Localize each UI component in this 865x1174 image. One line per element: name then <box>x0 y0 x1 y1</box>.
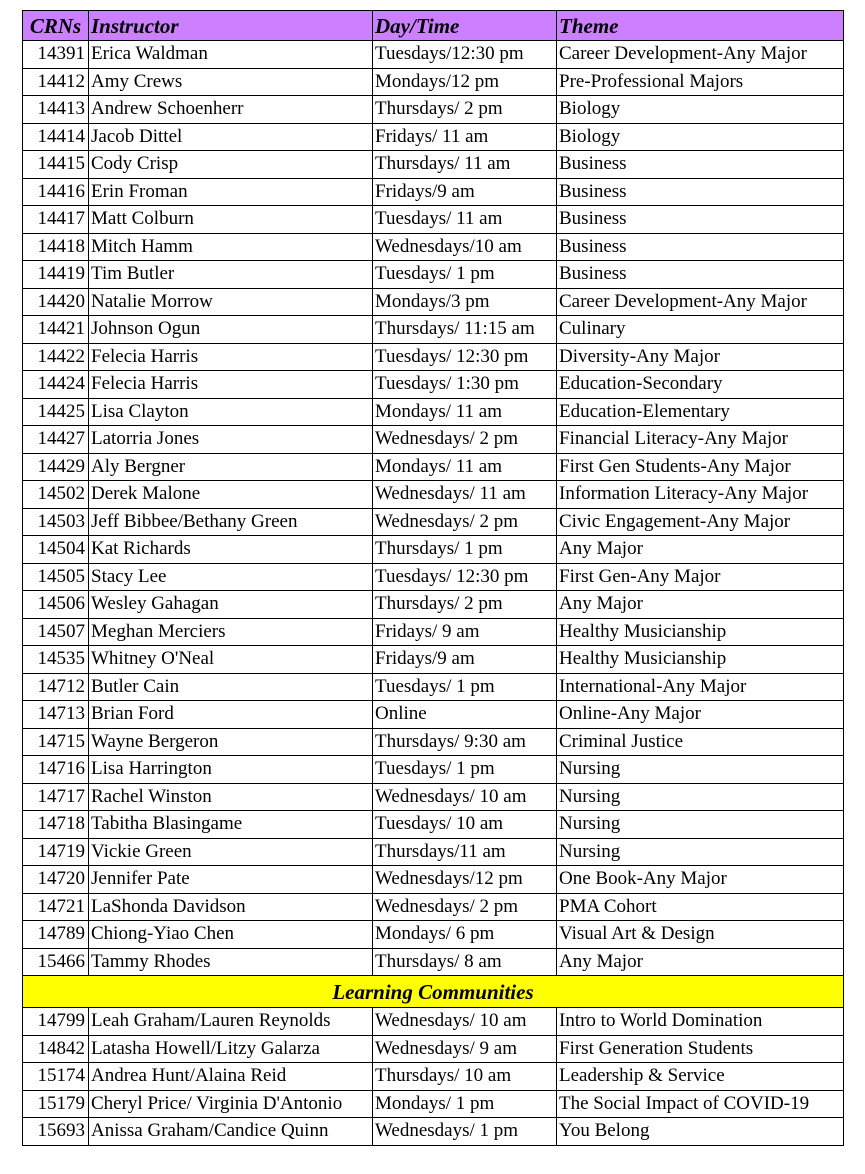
daytime-cell: Fridays/9 am <box>373 178 557 206</box>
instructor-cell: Lisa Clayton <box>89 398 373 426</box>
header-crn: CRNs <box>23 11 89 41</box>
crn-cell: 15466 <box>23 948 89 976</box>
theme-cell: You Belong <box>557 1118 844 1146</box>
daytime-cell: Tuesdays/12:30 pm <box>373 41 557 69</box>
crn-cell: 14789 <box>23 921 89 949</box>
crn-cell: 14507 <box>23 618 89 646</box>
crn-cell: 14712 <box>23 673 89 701</box>
daytime-cell: Tuesdays/ 12:30 pm <box>373 563 557 591</box>
crn-cell: 15174 <box>23 1063 89 1091</box>
instructor-cell: Erin Froman <box>89 178 373 206</box>
daytime-cell: Tuesdays/ 11 am <box>373 206 557 234</box>
table-row <box>23 453 844 481</box>
theme-cell: Any Major <box>557 948 844 976</box>
instructor-cell: Whitney O'Neal <box>89 646 373 674</box>
theme-cell: One Book-Any Major <box>557 866 844 894</box>
crn-cell: 14721 <box>23 893 89 921</box>
table-row <box>23 701 844 729</box>
table-row <box>23 481 844 509</box>
daytime-cell: Fridays/ 9 am <box>373 618 557 646</box>
crn-cell: 14413 <box>23 96 89 124</box>
crn-cell: 14716 <box>23 756 89 784</box>
crn-cell: 14718 <box>23 811 89 839</box>
table-row <box>23 728 844 756</box>
crn-cell: 14713 <box>23 701 89 729</box>
theme-cell: Nursing <box>557 811 844 839</box>
crn-cell: 14842 <box>23 1035 89 1063</box>
theme-cell: Nursing <box>557 756 844 784</box>
header-daytime: Day/Time <box>373 11 557 41</box>
instructor-cell: Andrew Schoenherr <box>89 96 373 124</box>
crn-cell: 14427 <box>23 426 89 454</box>
instructor-cell: Jennifer Pate <box>89 866 373 894</box>
table-row <box>23 591 844 619</box>
table-row <box>23 178 844 206</box>
daytime-cell: Thursdays/ 9:30 am <box>373 728 557 756</box>
crn-cell: 14425 <box>23 398 89 426</box>
daytime-cell: Mondays/ 6 pm <box>373 921 557 949</box>
instructor-cell: Butler Cain <box>89 673 373 701</box>
crn-cell: 15693 <box>23 1118 89 1146</box>
instructor-cell: Andrea Hunt/Alaina Reid <box>89 1063 373 1091</box>
instructor-cell: Stacy Lee <box>89 563 373 591</box>
section-title: Learning Communities <box>23 976 844 1008</box>
table-row <box>23 1035 844 1063</box>
crn-cell: 14504 <box>23 536 89 564</box>
daytime-cell: Tuesdays/ 10 am <box>373 811 557 839</box>
crn-cell: 14422 <box>23 343 89 371</box>
instructor-cell: Wayne Bergeron <box>89 728 373 756</box>
daytime-cell: Thursdays/ 11:15 am <box>373 316 557 344</box>
daytime-cell: Mondays/ 11 am <box>373 398 557 426</box>
daytime-cell: Tuesdays/ 1 pm <box>373 261 557 289</box>
table-row <box>23 96 844 124</box>
crn-cell: 14719 <box>23 838 89 866</box>
theme-cell: Criminal Justice <box>557 728 844 756</box>
crn-cell: 14506 <box>23 591 89 619</box>
table-row <box>23 783 844 811</box>
daytime-cell: Thursdays/ 11 am <box>373 151 557 179</box>
theme-cell: Any Major <box>557 591 844 619</box>
theme-cell: Business <box>557 233 844 261</box>
theme-cell: PMA Cohort <box>557 893 844 921</box>
theme-cell: First Generation Students <box>557 1035 844 1063</box>
daytime-cell: Wednesdays/ 1 pm <box>373 1118 557 1146</box>
course-rows <box>23 41 844 976</box>
theme-cell: Pre-Professional Majors <box>557 68 844 96</box>
table-row <box>23 233 844 261</box>
daytime-cell: Wednesdays/10 am <box>373 233 557 261</box>
table-row <box>23 343 844 371</box>
table-row <box>23 1063 844 1091</box>
instructor-cell: Mitch Hamm <box>89 233 373 261</box>
table-row <box>23 673 844 701</box>
theme-cell: Career Development-Any Major <box>557 288 844 316</box>
daytime-cell: Tuesdays/ 1 pm <box>373 673 557 701</box>
section-row <box>23 976 844 1008</box>
instructor-cell: Aly Bergner <box>89 453 373 481</box>
daytime-cell: Fridays/9 am <box>373 646 557 674</box>
table-row <box>23 563 844 591</box>
crn-cell: 14505 <box>23 563 89 591</box>
theme-cell: Information Literacy-Any Major <box>557 481 844 509</box>
crn-cell: 14799 <box>23 1008 89 1036</box>
course-table <box>22 10 844 1146</box>
instructor-cell: Anissa Graham/Candice Quinn <box>89 1118 373 1146</box>
crn-cell: 14715 <box>23 728 89 756</box>
table-row <box>23 536 844 564</box>
instructor-cell: Cody Crisp <box>89 151 373 179</box>
table-row <box>23 206 844 234</box>
table-row <box>23 261 844 289</box>
daytime-cell: Mondays/12 pm <box>373 68 557 96</box>
theme-cell: Business <box>557 151 844 179</box>
instructor-cell: Tim Butler <box>89 261 373 289</box>
instructor-cell: Jacob Dittel <box>89 123 373 151</box>
theme-cell: Education-Secondary <box>557 371 844 399</box>
crn-cell: 14535 <box>23 646 89 674</box>
crn-cell: 14429 <box>23 453 89 481</box>
table-row <box>23 41 844 69</box>
table-header <box>23 11 844 41</box>
daytime-cell: Tuesdays/ 1 pm <box>373 756 557 784</box>
table-row <box>23 151 844 179</box>
theme-cell: First Gen Students-Any Major <box>557 453 844 481</box>
theme-cell: Business <box>557 206 844 234</box>
crn-cell: 14415 <box>23 151 89 179</box>
theme-cell: Education-Elementary <box>557 398 844 426</box>
instructor-cell: Brian Ford <box>89 701 373 729</box>
instructor-cell: LaShonda Davidson <box>89 893 373 921</box>
header-instructor: Instructor <box>89 11 373 41</box>
theme-cell: International-Any Major <box>557 673 844 701</box>
daytime-cell: Thursdays/ 8 am <box>373 948 557 976</box>
instructor-cell: Matt Colburn <box>89 206 373 234</box>
daytime-cell: Wednesdays/ 2 pm <box>373 508 557 536</box>
theme-cell: Leadership & Service <box>557 1063 844 1091</box>
theme-cell: Business <box>557 261 844 289</box>
instructor-cell: Jeff Bibbee/Bethany Green <box>89 508 373 536</box>
theme-cell: First Gen-Any Major <box>557 563 844 591</box>
theme-cell: Nursing <box>557 783 844 811</box>
crn-cell: 14421 <box>23 316 89 344</box>
daytime-cell: Wednesdays/ 11 am <box>373 481 557 509</box>
instructor-cell: Lisa Harrington <box>89 756 373 784</box>
daytime-cell: Mondays/ 11 am <box>373 453 557 481</box>
table-row <box>23 838 844 866</box>
table-row <box>23 921 844 949</box>
table-row <box>23 618 844 646</box>
daytime-cell: Wednesdays/12 pm <box>373 866 557 894</box>
crn-cell: 14502 <box>23 481 89 509</box>
instructor-cell: Tammy Rhodes <box>89 948 373 976</box>
theme-cell: Intro to World Domination <box>557 1008 844 1036</box>
instructor-cell: Johnson Ogun <box>89 316 373 344</box>
daytime-cell: Fridays/ 11 am <box>373 123 557 151</box>
table-row <box>23 756 844 784</box>
crn-cell: 14503 <box>23 508 89 536</box>
table-row <box>23 646 844 674</box>
daytime-cell: Tuesdays/ 12:30 pm <box>373 343 557 371</box>
crn-cell: 14420 <box>23 288 89 316</box>
instructor-cell: Tabitha Blasingame <box>89 811 373 839</box>
crn-cell: 14412 <box>23 68 89 96</box>
instructor-cell: Wesley Gahagan <box>89 591 373 619</box>
crn-cell: 14418 <box>23 233 89 261</box>
crn-cell: 14424 <box>23 371 89 399</box>
daytime-cell: Tuesdays/ 1:30 pm <box>373 371 557 399</box>
instructor-cell: Felecia Harris <box>89 371 373 399</box>
daytime-cell: Wednesdays/ 10 am <box>373 1008 557 1036</box>
daytime-cell: Thursdays/ 2 pm <box>373 591 557 619</box>
table-row <box>23 123 844 151</box>
daytime-cell: Wednesdays/ 9 am <box>373 1035 557 1063</box>
daytime-cell: Online <box>373 701 557 729</box>
crn-cell: 14414 <box>23 123 89 151</box>
instructor-cell: Amy Crews <box>89 68 373 96</box>
daytime-cell: Wednesdays/ 10 am <box>373 783 557 811</box>
instructor-cell: Leah Graham/Lauren Reynolds <box>89 1008 373 1036</box>
theme-cell: Healthy Musicianship <box>557 618 844 646</box>
table-row <box>23 508 844 536</box>
daytime-cell: Wednesdays/ 2 pm <box>373 893 557 921</box>
crn-cell: 14720 <box>23 866 89 894</box>
theme-cell: Online-Any Major <box>557 701 844 729</box>
table-row <box>23 1008 844 1036</box>
table-row <box>23 1090 844 1118</box>
table-row <box>23 426 844 454</box>
instructor-cell: Kat Richards <box>89 536 373 564</box>
table-row <box>23 811 844 839</box>
learning-community-rows <box>23 1008 844 1146</box>
table-row <box>23 893 844 921</box>
theme-cell: Nursing <box>557 838 844 866</box>
instructor-cell: Rachel Winston <box>89 783 373 811</box>
table-row <box>23 371 844 399</box>
crn-cell: 15179 <box>23 1090 89 1118</box>
theme-cell: Career Development-Any Major <box>557 41 844 69</box>
instructor-cell: Chiong-Yiao Chen <box>89 921 373 949</box>
table-row <box>23 316 844 344</box>
theme-cell: Civic Engagement-Any Major <box>557 508 844 536</box>
table-row <box>23 288 844 316</box>
daytime-cell: Thursdays/11 am <box>373 838 557 866</box>
table-row <box>23 1118 844 1146</box>
instructor-cell: Erica Waldman <box>89 41 373 69</box>
daytime-cell: Thursdays/ 10 am <box>373 1063 557 1091</box>
table-row <box>23 68 844 96</box>
theme-cell: Diversity-Any Major <box>557 343 844 371</box>
crn-cell: 14417 <box>23 206 89 234</box>
instructor-cell: Meghan Merciers <box>89 618 373 646</box>
instructor-cell: Latorria Jones <box>89 426 373 454</box>
crn-cell: 14419 <box>23 261 89 289</box>
instructor-cell: Cheryl Price/ Virginia D'Antonio <box>89 1090 373 1118</box>
header-theme: Theme <box>557 11 844 41</box>
instructor-cell: Natalie Morrow <box>89 288 373 316</box>
theme-cell: Financial Literacy-Any Major <box>557 426 844 454</box>
daytime-cell: Thursdays/ 1 pm <box>373 536 557 564</box>
daytime-cell: Mondays/3 pm <box>373 288 557 316</box>
instructor-cell: Felecia Harris <box>89 343 373 371</box>
table-row <box>23 948 844 976</box>
theme-cell: Healthy Musicianship <box>557 646 844 674</box>
learning-communities-section <box>23 976 844 1008</box>
crn-cell: 14391 <box>23 41 89 69</box>
daytime-cell: Thursdays/ 2 pm <box>373 96 557 124</box>
instructor-cell: Latasha Howell/Litzy Galarza <box>89 1035 373 1063</box>
theme-cell: Any Major <box>557 536 844 564</box>
crn-cell: 14416 <box>23 178 89 206</box>
daytime-cell: Mondays/ 1 pm <box>373 1090 557 1118</box>
header-row <box>23 11 844 41</box>
daytime-cell: Wednesdays/ 2 pm <box>373 426 557 454</box>
crn-cell: 14717 <box>23 783 89 811</box>
theme-cell: Visual Art & Design <box>557 921 844 949</box>
table-row <box>23 866 844 894</box>
theme-cell: The Social Impact of COVID-19 <box>557 1090 844 1118</box>
theme-cell: Biology <box>557 96 844 124</box>
theme-cell: Business <box>557 178 844 206</box>
instructor-cell: Derek Malone <box>89 481 373 509</box>
table-row <box>23 398 844 426</box>
theme-cell: Culinary <box>557 316 844 344</box>
theme-cell: Biology <box>557 123 844 151</box>
instructor-cell: Vickie Green <box>89 838 373 866</box>
